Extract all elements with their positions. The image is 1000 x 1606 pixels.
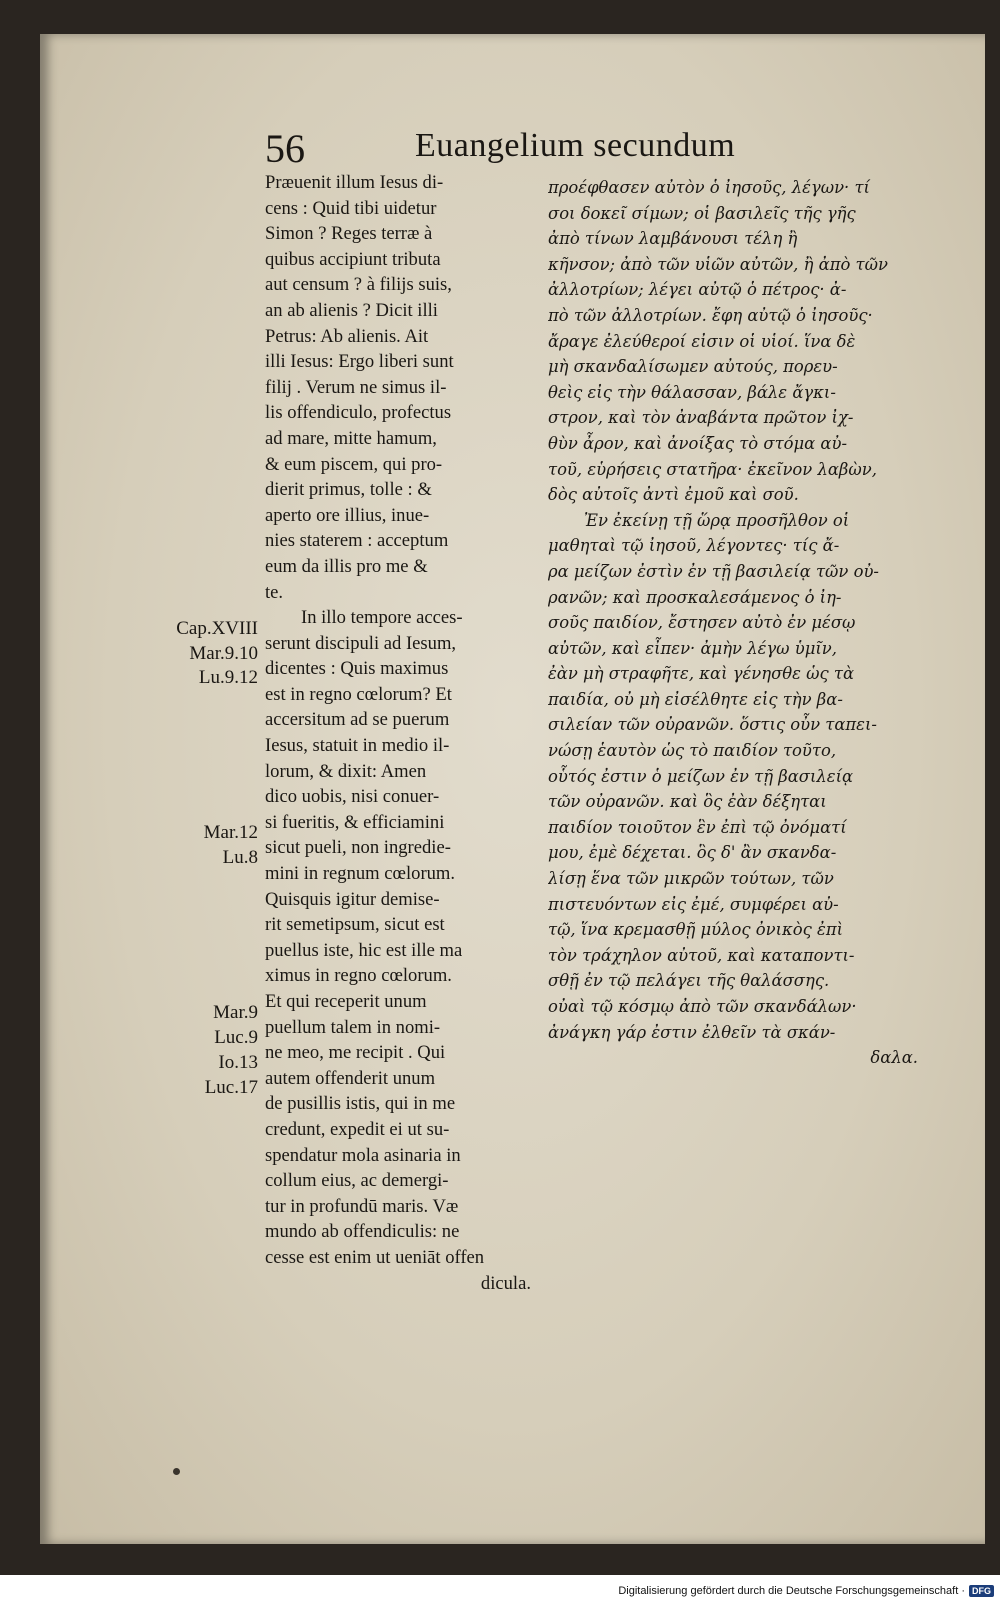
dfg-logo: DFG: [969, 1585, 994, 1597]
text-line: τοῦ, εὑρήσεις στατῆρα· ἐκεῖνον λαβὼν,: [548, 459, 877, 479]
text-line: te.: [265, 581, 284, 603]
margin-note-ref: Mar.9.10: [189, 643, 258, 664]
text-line: θὺν ἆρον, καὶ ἀνοίξας τὸ στόμα αὐ-: [548, 433, 848, 453]
text-line: Petrus: Ab alienis. Ait: [265, 325, 429, 347]
text-line: Præuenit illum Iesus di-: [265, 172, 444, 193]
text-line: dico uobis, nisi conuer-: [265, 786, 440, 808]
text-line: τῶν οὐρανῶν. καὶ ὃς ἐὰν δέξηται: [548, 792, 827, 812]
margin-note-ref: Mar.12: [203, 822, 258, 843]
text-line: cesse est enim ut ueniāt offen: [265, 1246, 485, 1268]
text-line: μαθηταὶ τῷ ἰησοῦ, λέγοντες· τίς ἄ-: [548, 536, 840, 556]
text-line: ἄραγε ἐλεύθεροί εἰσιν οἱ υἱοί. ἵνα δὲ: [548, 331, 856, 351]
text-line: puellum talem in nomi-: [265, 1016, 441, 1038]
text-line: ἀνάγκη γάρ ἐστιν ἐλθεῖν τὰ σκάν-: [548, 1022, 836, 1042]
text-line: οὗτός ἐστιν ὁ μείζων ἐν τῇ βασιλείᾳ: [548, 766, 854, 786]
margin-note-ref: Lu.9.12: [198, 667, 258, 688]
text-line: οὐαὶ τῷ κόσμῳ ἀπὸ τῶν σκανδάλων·: [548, 997, 857, 1016]
text-line: σιλείαν τῶν οὐρανῶν. ὅστις οὖν ταπει-: [548, 715, 877, 735]
page-number: 56: [265, 126, 305, 171]
footer-credit: [618, 1585, 994, 1597]
text-line: collum eius, ac demergi-: [265, 1170, 449, 1192]
text-line: serunt discipuli ad Iesum,: [265, 632, 457, 654]
margin-note-ref: Lu.8: [222, 847, 258, 868]
text-line: mundo ab offendiculis: ne: [265, 1221, 460, 1243]
text-line: lis offendiculo, profectus: [265, 402, 452, 424]
text-line: tur in profundū maris. Væ: [265, 1195, 459, 1217]
text-line: Simon ? Reges terræ à: [265, 223, 433, 245]
text-line: de pusillis istis, qui in me: [265, 1093, 456, 1115]
text-line: lorum, & dixit: Amen: [265, 760, 427, 782]
text-line: ἀπὸ τίνων λαμβάνουσι τέλη ἢ: [548, 229, 798, 249]
text-line: an ab alienis ? Dicit illi: [265, 299, 438, 321]
text-line: In illo tempore acces-: [301, 607, 463, 629]
text-line: Et qui receperit unum: [265, 991, 427, 1012]
text-line: παιδίον τοιοῦτον ἓν ἐπὶ τῷ ὀνόματί: [548, 817, 847, 837]
text-line: μὴ σκανδαλίσωμεν αὐτούς, πορευ-: [548, 357, 838, 377]
text-line: αὐτῶν, καὶ εἶπεν· ἀμὴν λέγω ὑμῖν,: [548, 638, 837, 658]
text-line: δὸς αὐτοῖς ἀντὶ ἐμοῦ καὶ σοῦ.: [548, 485, 799, 505]
ink-spot: [173, 1468, 180, 1475]
greek-column: [548, 175, 918, 1071]
text-line: σοι δοκεῖ σίμων; οἱ βασιλεῖς τῆς γῆς: [548, 203, 856, 223]
running-head: Euangelium secundum: [415, 127, 736, 164]
margin-note-ref: Luc.17: [204, 1077, 258, 1098]
text-line: ρανῶν; καὶ προσκαλεσάμενος ὁ ἰη-: [548, 587, 842, 607]
margin-note-ref: Luc.9: [214, 1027, 258, 1048]
text-line: ρα μείζων ἐστὶν ἐν τῇ βασιλείᾳ τῶν οὐ-: [548, 561, 879, 581]
page-header: [265, 125, 825, 175]
text-line: τὸν τράχηλον αὐτοῦ, καὶ καταποντι-: [548, 945, 855, 965]
text-line: σοῦς παιδίον, ἔστησεν αὐτὸ ἐν μέσῳ: [548, 613, 856, 633]
text-line: & eum piscem, qui pro-: [265, 453, 443, 475]
text-line: Quisquis igitur demise-: [265, 888, 440, 910]
text-line: ad mare, mitte hamum,: [265, 427, 437, 449]
text-line: spendatur mola asinaria in: [265, 1144, 461, 1166]
footer-credit-text: Digitalisierung gefördert durch die Deutsche Forschungsgemeinschaft ·: [618, 1585, 965, 1597]
text-line: πὸ τῶν ἀλλοτρίων. ἔφη αὐτῷ ὁ ἰησοῦς·: [548, 305, 873, 325]
text-line: στρον, καὶ τὸν ἀναβάντα πρῶτον ἰχ-: [548, 408, 854, 428]
text-line: accersitum ad se puerum: [265, 709, 450, 731]
text-line: ximus in regno cœlorum.: [265, 965, 452, 987]
text-line: δαλα.: [870, 1048, 918, 1068]
text-line: credunt, expedit ei ut su-: [265, 1118, 450, 1140]
text-line: πιστευόντων εἰς ἐμέ, συμφέρει αὐ-: [548, 894, 839, 914]
text-line: nies staterem : acceptum: [265, 530, 449, 552]
text-line: ἐὰν μὴ στραφῆτε, καὶ γένησθε ὡς τὰ: [548, 664, 855, 684]
text-line: κῆνσον; ἀπὸ τῶν υἱῶν αὐτῶν, ἢ ἀπὸ τῶν: [548, 254, 888, 274]
text-line: σθῇ ἐν τῷ πελάγει τῆς θαλάσσης.: [548, 971, 830, 991]
text-line: ne meo, me recipit . Qui: [265, 1042, 446, 1064]
text-line: ἀλλοτρίων; λέγει αὐτῷ ὁ πέτρος· ἀ-: [548, 280, 847, 300]
text-line: filij . Verum ne simus il-: [265, 376, 447, 398]
text-line: μου, ἐμὲ δέχεται. ὃς δ' ἂν σκανδα-: [548, 843, 837, 863]
text-line: cens : Quid tibi uidetur: [265, 197, 437, 219]
text-line: παιδία, οὐ μὴ εἰσέλθητε εἰς τὴν βα-: [548, 689, 843, 709]
margin-note-ref: Io.13: [218, 1052, 258, 1073]
text-line: sicut pueli, non ingredie-: [265, 837, 451, 859]
text-line: rit semetipsum, sicut est: [265, 914, 445, 936]
latin-column: [265, 170, 531, 1296]
text-line: aperto ore illius, inue-: [265, 504, 430, 526]
text-line: τῷ, ἵνα κρεμασθῇ μύλος ὀνικὸς ἐπὶ: [548, 920, 844, 940]
text-line: θεὶς εἰς τὴν θάλασσαν, βάλε ἄγκι-: [548, 382, 836, 402]
text-line: dierit primus, tolle : &: [265, 479, 432, 501]
text-line: Ἐν ἐκείνῃ τῇ ὥρᾳ προσῆλθον οἱ: [584, 510, 850, 530]
text-line: νώσῃ ἑαυτὸν ὡς τὸ παιδίον τοῦτο,: [548, 741, 837, 761]
text-line: si fueritis, & efficiamini: [265, 811, 445, 833]
text-line: λίσῃ ἕνα τῶν μικρῶν τούτων, τῶν: [548, 869, 834, 889]
text-line: Iesus, statuit in medio il-: [265, 735, 450, 757]
text-line: puellus iste, hic est ille ma: [265, 939, 463, 961]
text-line: dicula.: [480, 1272, 531, 1294]
text-line: est in regno cœlorum? Et: [265, 683, 452, 705]
text-line: aut censum ? à filijs suis,: [265, 274, 452, 296]
text-line: quibus accipiunt tributa: [265, 248, 441, 270]
text-line: autem offenderit unum: [265, 1067, 436, 1089]
text-line: dicentes : Quis maximus: [265, 658, 449, 680]
margin-note-chapter: Cap.XVIII: [176, 618, 258, 639]
text-line: προέφθασεν αὐτὸν ὁ ἰησοῦς, λέγων· τί: [548, 178, 870, 197]
text-line: eum da illis pro me &: [265, 555, 428, 577]
text-line: illi Iesus: Ergo liberi sunt: [265, 351, 454, 373]
margin-note-ref: Mar.9: [213, 1002, 258, 1023]
text-line: mini in regnum cœlorum.: [265, 863, 456, 885]
